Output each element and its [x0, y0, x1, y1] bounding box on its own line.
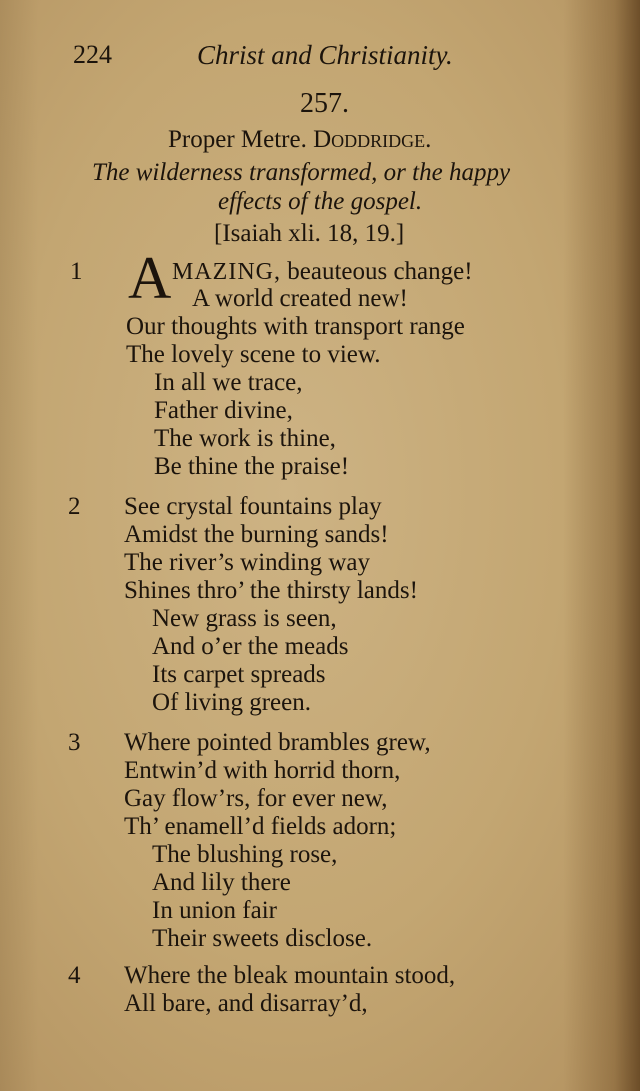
hymn-title-line-1: The wilderness transformed, or the happy — [92, 159, 511, 186]
verse-line: Th’ enamell’d fields adorn; — [124, 813, 397, 840]
verse-line: Its carpet spreads — [152, 661, 326, 688]
verse-line: Shines thro’ the thirsty lands! — [124, 577, 418, 604]
verse-line: New grass is seen, — [152, 605, 337, 632]
hymn-title-line-2: effects of the gospel. — [218, 188, 423, 215]
verse-line: Where pointed brambles grew, — [124, 729, 431, 756]
verse-line: Be thine the praise! — [154, 453, 350, 480]
first-word-rest: MAZING, — [172, 259, 281, 285]
metre-label: Proper Metre. — [168, 126, 307, 153]
hymn-number: 257. — [300, 88, 349, 119]
verse-line: See crystal fountains play — [124, 493, 382, 520]
stanza-number: 3 — [68, 729, 81, 756]
stanza-number: 4 — [68, 962, 81, 989]
verse-line: The lovely scene to view. — [126, 341, 381, 368]
scripture-reference: [Isaiah xli. 18, 19.] — [214, 220, 405, 247]
verse-line: The blushing rose, — [152, 841, 338, 868]
verse-line-first — [172, 258, 473, 286]
verse-line: The river’s winding way — [124, 549, 371, 576]
verse-line: Of living green. — [152, 689, 311, 716]
verse-line: Our thoughts with transport range — [126, 313, 465, 340]
drop-cap: A — [128, 245, 172, 311]
verse-line: All bare, and disarray’d, — [124, 990, 368, 1017]
verse-line: Gay flow’rs, for ever new, — [124, 785, 388, 812]
verse-line: And lily there — [152, 869, 291, 896]
verse-line: The work is thine, — [154, 425, 336, 452]
running-title: Christ and Christianity. — [197, 40, 453, 70]
verse-line: In union fair — [152, 897, 277, 924]
verse-line: A world created new! — [192, 285, 408, 312]
stanza-number: 2 — [68, 493, 81, 520]
verse-line: Amidst the burning sands! — [124, 521, 389, 548]
verse-line: Father divine, — [154, 397, 293, 424]
verse-line-text: beauteous change! — [287, 258, 473, 285]
verse-line: Entwin’d with horrid thorn, — [124, 757, 401, 784]
verse-line: And o’er the meads — [152, 633, 349, 660]
stanza-number: 1 — [70, 258, 83, 285]
verse-line: In all we trace, — [154, 369, 303, 396]
verse-line: Where the bleak mountain stood, — [124, 962, 456, 989]
hymn-author: Doddridge. — [313, 126, 432, 153]
verse-line: Their sweets disclose. — [152, 925, 373, 952]
page-number: 224 — [73, 40, 112, 69]
metre-line — [168, 126, 431, 154]
